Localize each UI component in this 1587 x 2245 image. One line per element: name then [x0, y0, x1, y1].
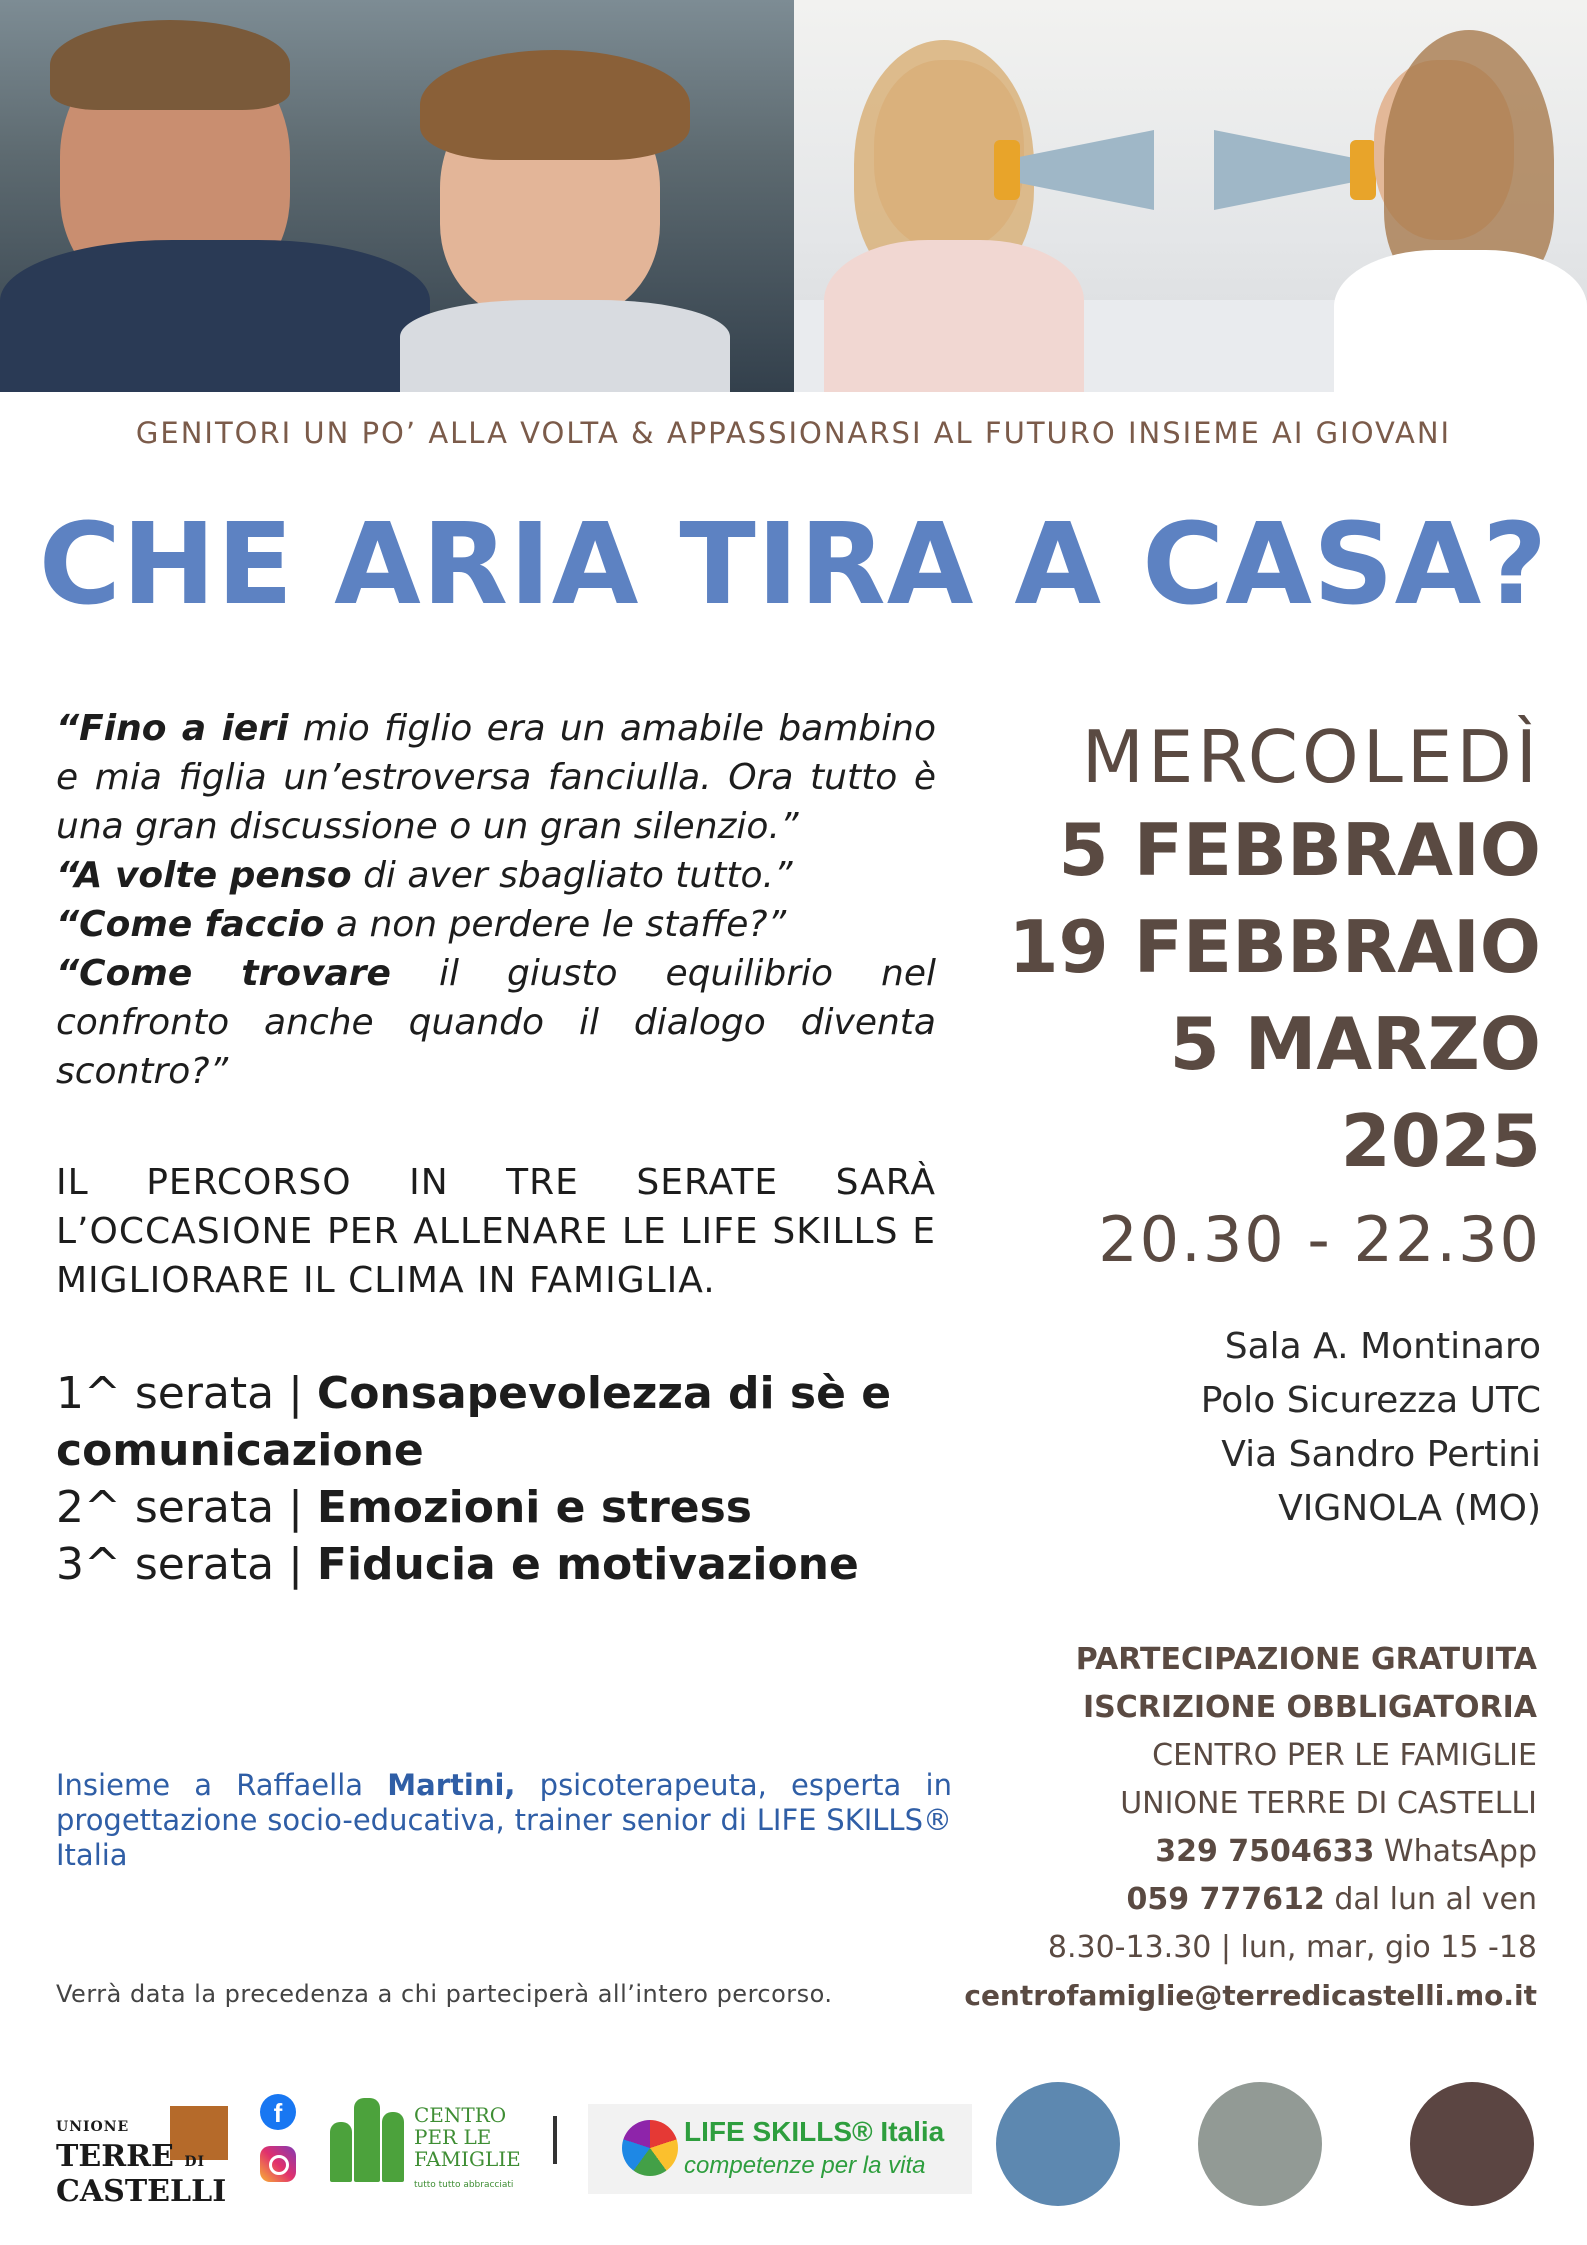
trainer-info	[56, 1768, 952, 1873]
tdc-unione: UNIONE	[56, 2119, 130, 2135]
header-photos	[0, 0, 1587, 392]
phone-line	[897, 1876, 1537, 1924]
venue-line-1: Sala A. Montinaro	[1224, 1326, 1541, 1367]
quote-1-text: mio figlio era un amabile bambino e mia figlia un’estroversa fanciulla. Ora tutto è una gran discussione o un gran silenzio.”	[56, 708, 937, 847]
contact-org-2: UNIONE TERRE DI CASTELLI	[1120, 1786, 1537, 1821]
father-jacket-shape	[0, 240, 430, 392]
facebook-icon[interactable]: f	[260, 2094, 296, 2130]
instagram-icon[interactable]	[260, 2146, 296, 2182]
whatsapp-label: WhatsApp	[1374, 1834, 1537, 1869]
life-skills-logo	[588, 2104, 972, 2194]
terre-di-castelli-logo	[56, 2092, 236, 2209]
cpf-tagline: tutto tutto abbracciati	[414, 2180, 514, 2190]
family-figure-icon	[330, 2122, 352, 2182]
tdc-di: DI	[184, 2154, 206, 2170]
phone-number[interactable]: 059 777612	[1126, 1882, 1325, 1917]
life-skills-icon	[622, 2120, 678, 2176]
serata-3-label: 3^ serata |	[56, 1539, 317, 1590]
office-hours: 8.30-13.30 | lun, mar, gio 15 -18	[1047, 1930, 1537, 1965]
serate-list	[56, 1365, 936, 1593]
mandatory-registration: ISCRIZIONE OBBLIGATORIA	[1083, 1690, 1537, 1725]
social-icons	[260, 2094, 300, 2182]
father-hair-shape	[50, 20, 290, 110]
contact-block	[897, 1636, 1537, 2020]
quote-2-bold: “A volte penso	[56, 855, 352, 896]
time-range: 20.30 - 22.30	[1098, 1203, 1541, 1276]
event-subtitle: GENITORI UN PO’ ALLA VOLTA & APPASSIONARSI AL FUTURO INSIEME AI GIOVANI	[135, 416, 1452, 450]
serata-1	[56, 1365, 936, 1479]
family-figure-icon	[354, 2098, 380, 2182]
priority-note: Verrà data la precedenza a chi parteciperà all’intero percorso.	[56, 1980, 833, 2008]
venue-block	[941, 1320, 1541, 1536]
whatsapp-number[interactable]: 329 7504633	[1155, 1834, 1375, 1869]
life-skills-name: LIFE SKILLS® Italia	[684, 2116, 945, 2147]
megaphone-left-handle	[994, 140, 1020, 200]
tdc-terre: TERRE	[56, 2139, 174, 2174]
life-skills-tagline: competenze per la vita	[684, 2152, 926, 2179]
venue-line-2: Polo Sicurezza UTC	[1200, 1380, 1541, 1421]
date-2: 19 FEBBRAIO	[1008, 905, 1541, 989]
son-shirt-shape	[400, 300, 730, 392]
left-column	[56, 704, 936, 1593]
serata-3-topic: Fiducia e motivazione	[316, 1539, 859, 1590]
tdc-text	[56, 2112, 226, 2207]
serata-3	[56, 1536, 936, 1593]
quote-1-bold: “Fino a ieri	[56, 708, 289, 749]
year: 2025	[1340, 1099, 1541, 1183]
megaphone-left-icon	[1014, 130, 1154, 210]
color-dot-brown	[1410, 2082, 1534, 2206]
megaphone-right-handle	[1350, 140, 1376, 200]
quote-3-bold: “Come faccio	[56, 904, 325, 945]
percorso-description: IL PERCORSO IN TRE SERATE SARÀ L’OCCASIONE PER ALLENARE LE LIFE SKILLS E MIGLIORARE IL CLIMA IN FAMIGLIA.	[56, 1162, 936, 1301]
serata-1-label: 1^ serata |	[56, 1368, 317, 1419]
page-title: CHE ARIA TIRA A CASA?	[38, 500, 1549, 630]
venue-line-4: VIGNOLA (MO)	[1278, 1488, 1541, 1529]
daughter-shirt-shape	[1334, 250, 1587, 392]
quote-2-text: di aver sbagliato tutto.”	[351, 855, 793, 896]
weekday: MERCOLEDÌ	[1081, 715, 1541, 799]
tdc-castelli: CASTELLI	[56, 2174, 227, 2209]
logo-divider	[553, 2116, 557, 2164]
son-hair-shape	[420, 50, 690, 160]
quote-4-bold: “Come trovare	[56, 953, 391, 994]
quote-3	[56, 900, 936, 949]
centro-per-le-famiglie-logo	[330, 2084, 530, 2194]
footer-logos	[0, 2070, 1587, 2220]
cpf-line-1: CENTRO	[414, 2103, 507, 2127]
serata-1-topic: Consapevolezza di sè e comunicazione	[56, 1368, 892, 1476]
date-1: 5 FEBBRAIO	[1058, 808, 1541, 892]
serata-2	[56, 1479, 936, 1536]
serata-2-topic: Emozioni e stress	[316, 1482, 752, 1533]
megaphone-right-icon	[1214, 130, 1354, 210]
quote-2	[56, 851, 936, 900]
contact-org-1: CENTRO PER LE FAMIGLIE	[1152, 1738, 1537, 1773]
quote-4-text: il giusto equilibrio nel confronto anche quando il dialogo diventa scontro?”	[56, 953, 936, 1092]
quote-3-text: a non perdere le staffe?”	[324, 904, 787, 945]
cpf-text	[414, 2104, 521, 2170]
quote-4	[56, 949, 936, 1096]
quote-1	[56, 704, 936, 851]
trainer-description: psicoterapeuta, esperta in progettazione socio-educativa, trainer senior di LIFE SKILLS® Italia	[56, 1768, 952, 1872]
color-dot-grey	[1198, 2082, 1322, 2206]
family-figure-icon	[382, 2112, 404, 2182]
trainer-name: Martini,	[387, 1768, 516, 1802]
trainer-prefix: Insieme a Raffaella	[56, 1768, 388, 1802]
schedule-column	[941, 712, 1541, 1536]
free-participation: PARTECIPAZIONE GRATUITA	[1075, 1642, 1537, 1677]
whatsapp-line	[897, 1828, 1537, 1876]
cpf-line-2: PER LE	[414, 2125, 492, 2149]
venue-line-3: Via Sandro Pertini	[1221, 1434, 1541, 1475]
email-link[interactable]: centrofamiglie@terredicastelli.mo.it	[964, 1979, 1537, 2012]
color-dot-blue	[996, 2082, 1120, 2206]
phone-days: dal lun al ven	[1324, 1882, 1537, 1917]
quotes-block	[56, 704, 936, 1096]
serata-2-label: 2^ serata |	[56, 1482, 317, 1533]
photo-father-son	[0, 0, 794, 392]
photo-mother-daughter	[794, 0, 1587, 392]
cpf-line-3: FAMIGLIE	[414, 2147, 521, 2171]
mother-shirt-shape	[824, 240, 1084, 392]
date-3: 5 MARZO	[1169, 1002, 1541, 1086]
